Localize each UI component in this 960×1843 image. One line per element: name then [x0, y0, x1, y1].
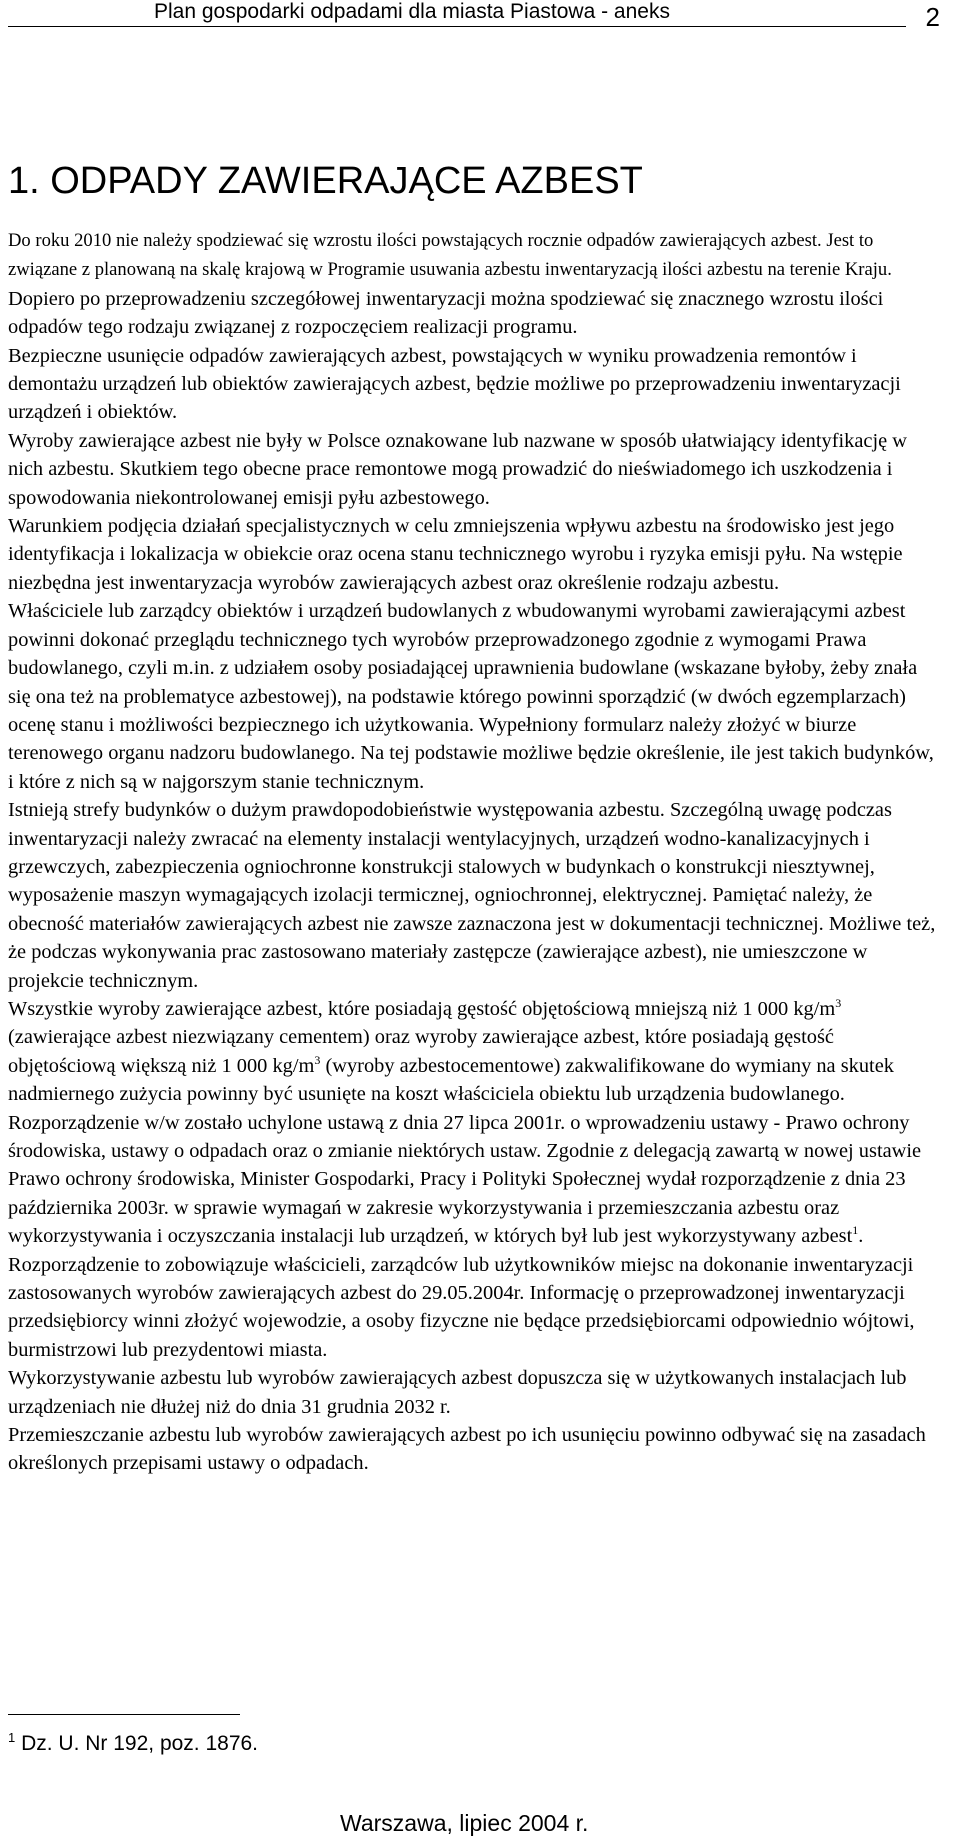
paragraph-text: (zawierające azbest niezwiązany cementem) oraz wyroby zawierające azbest, które posiadają gęstość objętościową większą niż 1 000 kg/m — [8, 1026, 834, 1077]
paragraph: Bezpieczne usunięcie odpadów zawierających azbest, powstających w wyniku prowadzenia remontów i demontażu urządzeń lub obiektów zawierających azbest, będzie możliwe po przeprowadzeniu inwentaryzacji urządzeń i obiektów. — [8, 344, 901, 424]
footnote — [8, 1732, 258, 1756]
paragraph-text: Do roku 2010 nie należy spodziewać się wzrostu ilości powstających rocznie odpadów zawierających azbest. Jest to związane z planowaną na skalę krajową w Programie usuwania azbestu inwentaryzacją ilości azbestu na terenie Kraju. — [8, 230, 892, 281]
section-title: 1. ODPADY ZAWIERAJĄCE AZBEST — [8, 160, 643, 202]
paragraph: Właściciele lub zarządcy obiektów i urządzeń budowlanych z wbudowanymi wyrobami zawierającymi azbest powinni dokonać przeglądu technicznego tych wyrobów przeprowadzonego zgodnie z wymogami Prawa budowlanego, czyli m.in. z udziałem osoby posiadającej uprawnienia budowlane (wskazane byłoby, żeby znała się ona też na problematyce azbestowej), na podstawie którego powinni sporządzić (w dwóch egzemplarzach) ocenę stanu i możliwości bezpiecznego ich użytkowania. Wypełniony formularz należy złożyć w biurze terenowego organu nadzoru budowlanego. Na tej podstawie możliwe będzie określenie, ile jest takich budynków, i które z nich są w najgorszym stanie technicznym. — [8, 600, 934, 793]
footnote-text: Dz. U. Nr 192, poz. 1876. — [15, 1732, 259, 1755]
footnote-reference[interactable]: 1 — [852, 1223, 859, 1238]
paragraph — [8, 1109, 940, 1365]
paragraph: Istnieją strefy budynków o dużym prawdopodobieństwie występowania azbestu. Szczególną uwagę podczas inwentaryzacji należy zwracać na elementy instalacji wentylacyjnych, urządzeń wodno-kanalizacyjnych i grzewczych, zabezpieczenia ogniochronne konstrukcji stalowych w budynkach o konstrukcji niesztywnej, wyposażenie maszyn wymagających izolacji termicznej, ogniochronnej, elektrycznej. Pamiętać należy, że obecność materiałów zawierających azbest nie zawsze zaznaczona jest w dokumentacji technicznej. Możliwe też, że podczas wykonywania prac zastosowano materiały zastępcze (zawierające azbest), nie umieszczone w projekcie technicznym. — [8, 799, 936, 992]
paragraph-text: . Rozporządzenie to zobowiązuje właścicieli, zarządców lub użytkowników miejsc na dokonanie inwentaryzacji zastosowanych wyrobów zawierających azbest do 29.05.2004r. Informację o przeprowadzonej inwentaryzacji przedsiębiorcy winni złożyć wojewodzie, a osoby fizyczne nie będące przedsiębiorcami odpowiednio wójtowi, burmistrzowi lub prezydentowi miasta. — [8, 1225, 915, 1361]
page-footer: Warszawa, lipiec 2004 r. — [340, 1810, 589, 1836]
document-body — [8, 226, 940, 1478]
paragraph: Przemieszczanie azbestu lub wyrobów zawierających azbest po ich usunięciu powinno odbywać się na zasadach określonych przepisami ustawy o odpadach. — [8, 1424, 926, 1475]
paragraph-text: Dopiero po przeprowadzeniu szczegółowej inwentaryzacji można spodziewać się znacznego wzrostu ilości odpadów tego rodzaju związanej z rozpoczęciem realizacji programu. — [8, 287, 884, 339]
page-number: 2 — [925, 2, 940, 32]
paragraph — [8, 995, 940, 1109]
header-title: Plan gospodarki odpadami dla miasta Piastowa - aneks — [154, 0, 670, 23]
paragraph: Warunkiem podjęcia działań specjalistycznych w celu zmniejszenia wpływu azbestu na środowisko jest jego identyfikacja i lokalizacja w obiekcie oraz ocena stanu technicznego wyrobu i ryzyka emisji pyłu. Na wstępie niezbędna jest inwentaryzacja wyrobów zawierających azbest oraz określenie rodzaju azbestu. — [8, 515, 903, 594]
superscript: 3 — [835, 996, 842, 1011]
paragraph: Wykorzystywanie azbestu lub wyrobów zawierających azbest dopuszcza się w użytkowanych instalacjach lub urządzeniach nie dłużej niż do dnia 31 grudnia 2032 r. — [8, 1367, 907, 1418]
header-divider — [8, 26, 906, 27]
superscript: 3 — [314, 1052, 321, 1067]
paragraph-text: Wyroby zawierające azbest nie były w Polsce oznakowane lub nazwane w sposób ułatwiający identyfikację w nich azbestu. — [8, 429, 908, 481]
paragraph-text: (wyroby azbestocementowe) zakwalifikowane do wymiany na skutek nadmiernego zużycia powinny być usunięte na koszt właściciela obiektu lub urządzenia budowlanego. — [8, 1054, 894, 1106]
footnote-divider — [8, 1714, 240, 1715]
paragraph — [8, 226, 940, 342]
paragraph-text: Wszystkie wyroby zawierające azbest, które posiadają gęstość objętościową mniejszą niż 1 000 kg/m — [8, 997, 836, 1020]
paragraph — [8, 427, 940, 512]
page-header — [8, 0, 940, 32]
paragraph-text: Skutkiem tego obecne prace remontowe mogą prowadzić do nieświadomego ich uszkodzenia i spowodowania niekontrolowanej emisji pyłu azbestowego. — [8, 458, 893, 509]
footnote-marker: 1 — [8, 1730, 16, 1745]
paragraph-text: Rozporządzenie w/w zostało uchylone ustawą z dnia 27 lipca 2001r. o wprowadzeniu ustawy - Prawo ochrony środowiska, ustawy o odpadach oraz o zmianie niektórych ustaw. Zgodnie z delegacją zawartą w nowej ustawie Prawo ochrony środowiska, Minister Gospodarki, Pracy i Polityki Społecznej wydał rozporządzenie z dnia 23 października 2003r. w sprawie wymagań w zakresie wykorzystywania i przemieszczania azbestu oraz wykorzystywania i oczyszczania instalacji lub urządzeń, w których był lub jest wykorzystywany azbest — [8, 1111, 922, 1248]
